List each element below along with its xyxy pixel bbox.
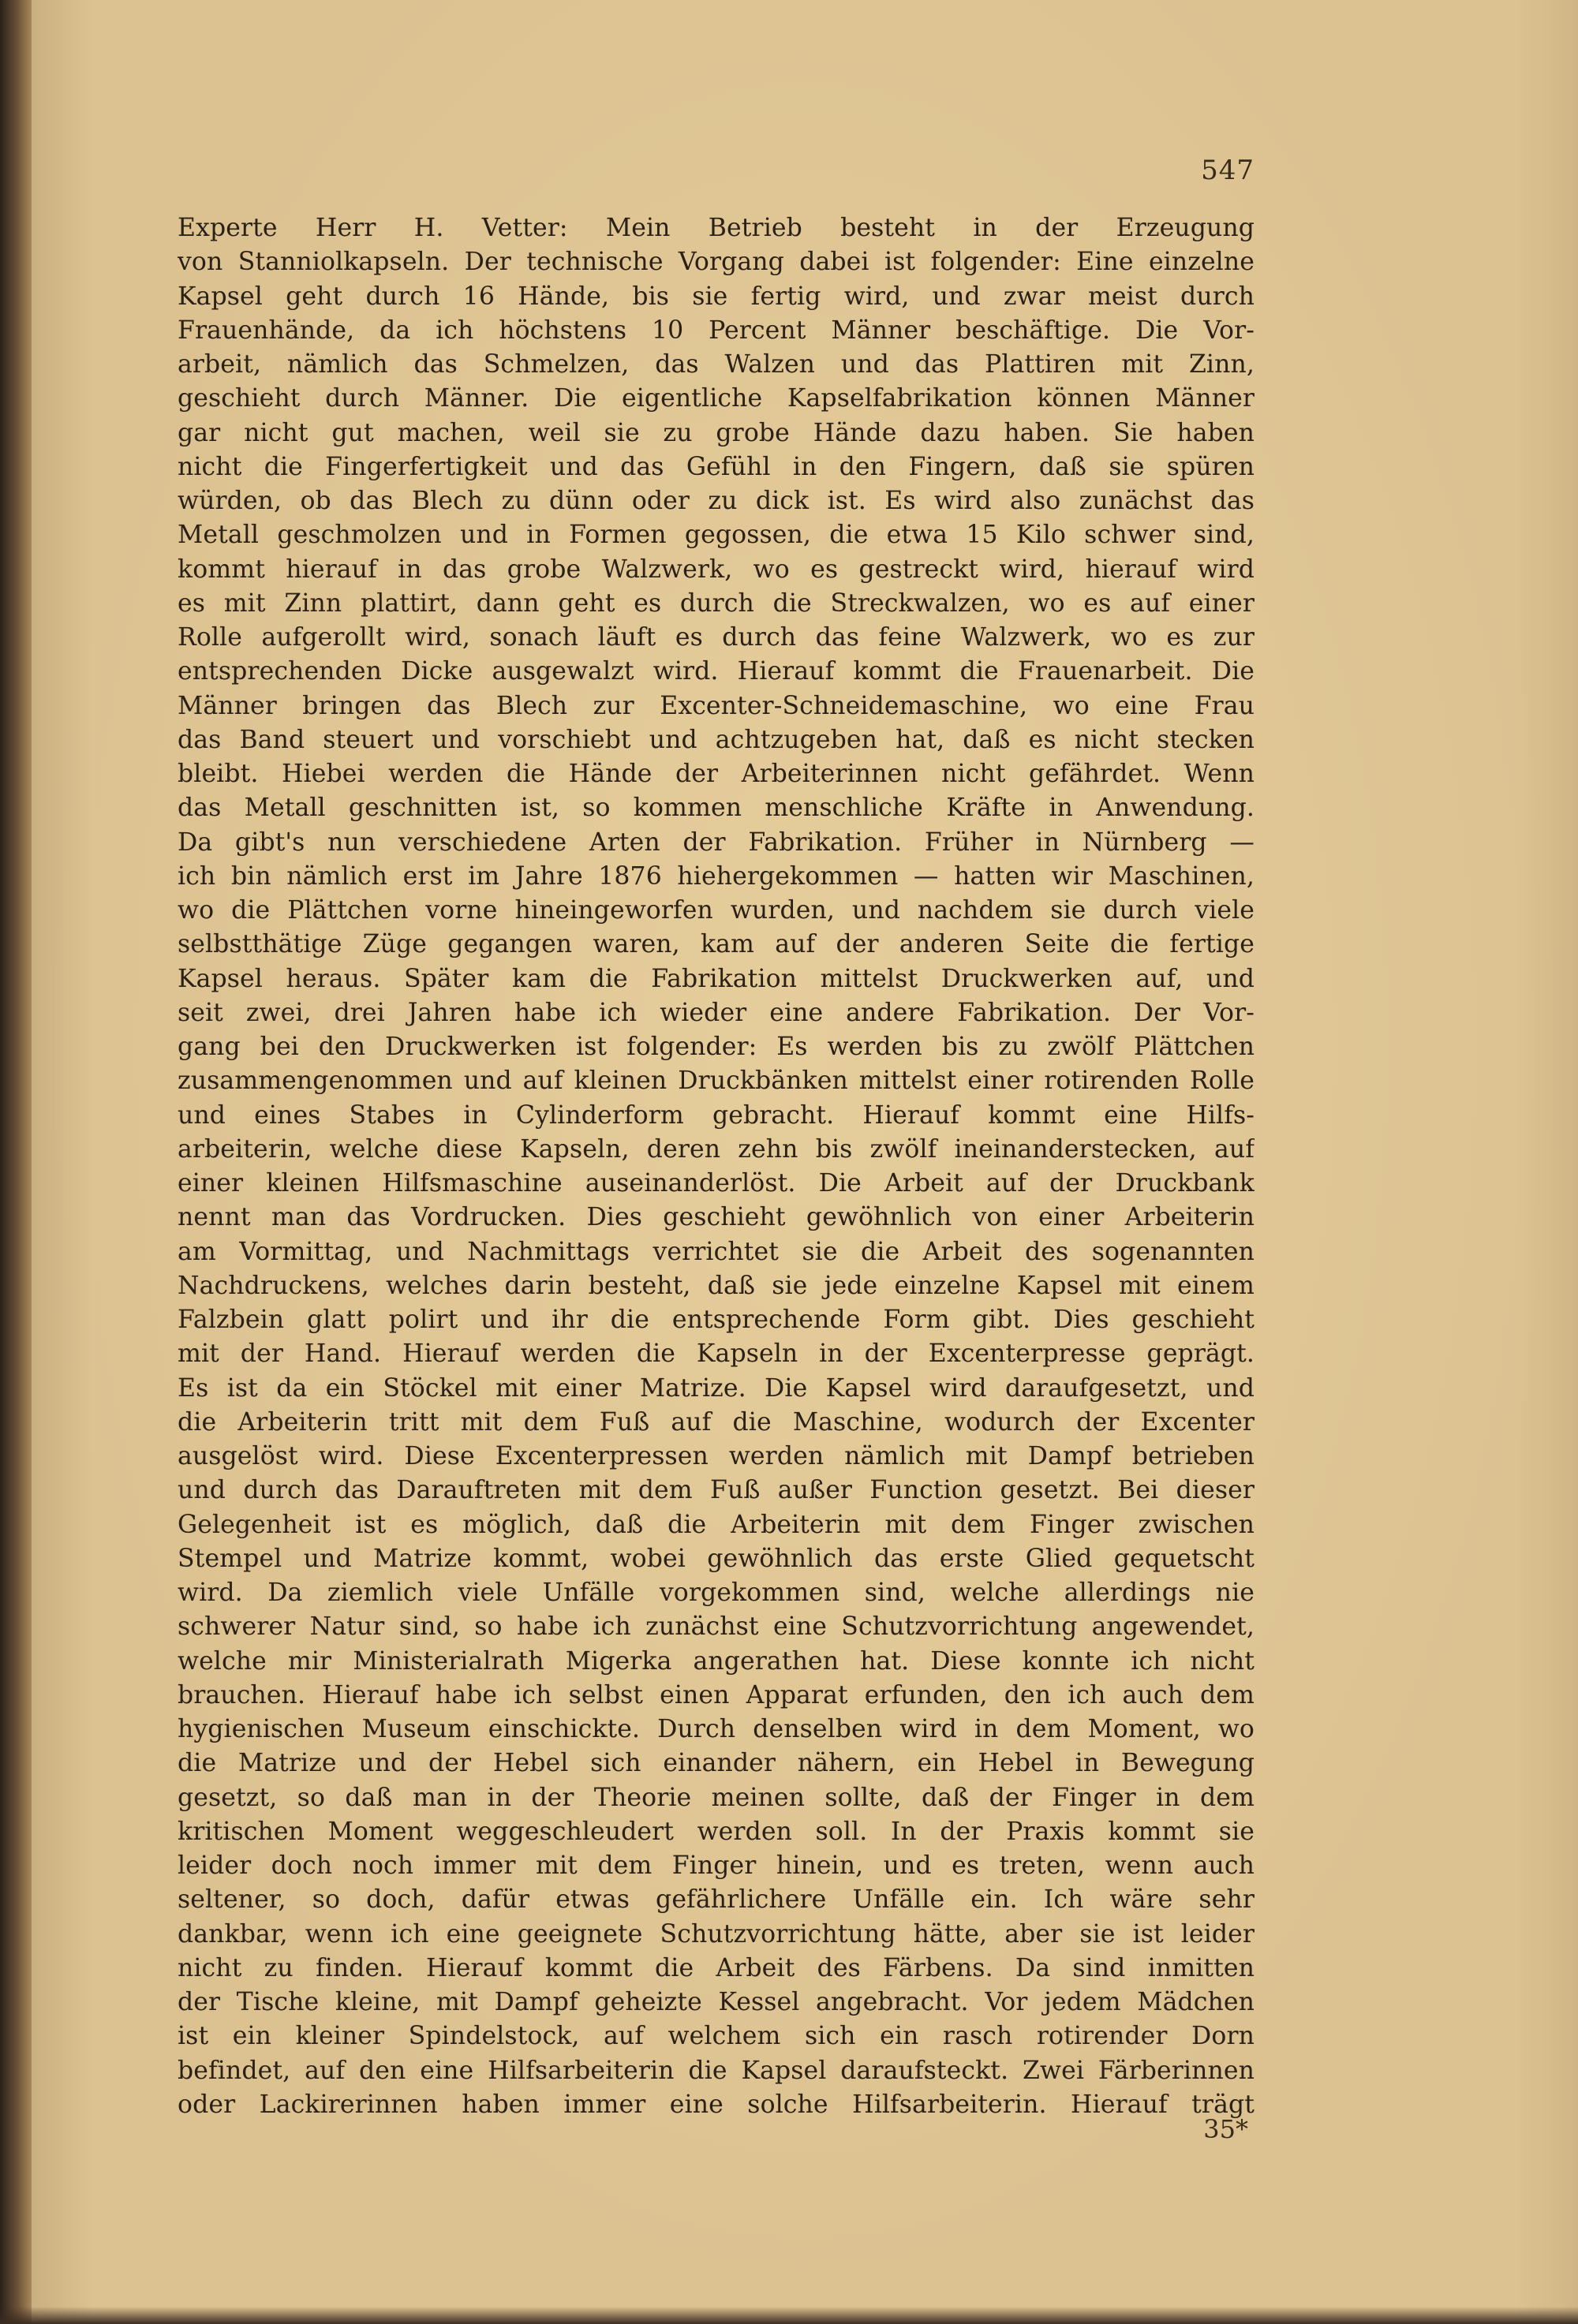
signature-mark: 35* — [1203, 2114, 1248, 2144]
text-line: mit der Hand. Hierauf werden die Kapseln in der Excenterpresse geprägt. — [178, 1339, 1255, 1369]
text-line: ausgelöst wird. Diese Excenterpressen werden nämlich mit Dampf betrieben — [178, 1442, 1255, 1470]
text-line: bleibt. Hiebei werden die Hände der Arbeiterinnen nicht gefährdet. Wenn — [178, 760, 1255, 788]
text-line: Metall geschmolzen und in Formen gegossen, die etwa 15 Kilo schwer sind, — [178, 521, 1255, 550]
text-line: Stempel und Matrize kommt, wobei gewöhnlich das erste Glied gequetscht — [178, 1544, 1255, 1573]
text-line: das Band steuert und vorschiebt und achtzugeben hat, daß es nicht stecken — [178, 725, 1255, 754]
text-line: Falzbein glatt polirt und ihr die entsprechende Form gibt. Dies geschieht — [178, 1306, 1255, 1334]
text-line: Nachdruckens, welches darin besteht, daß sie jede einzelne Kapsel mit einem — [178, 1271, 1255, 1300]
text-line: selbstthätige Züge gegangen waren, kam auf der anderen Seite die fertige — [178, 930, 1255, 959]
text-line: hygienischen Museum einschickte. Durch denselben wird in dem Moment, wo — [178, 1715, 1255, 1743]
text-line: am Vormittag, und Nachmittags verrichtet sie die Arbeit des sogenannten — [178, 1237, 1255, 1266]
text-line: Kapsel geht durch 16 Hände, bis sie fertig wird, und zwar meist durch — [178, 282, 1255, 311]
text-line: seit zwei, drei Jahren habe ich wieder eine andere Fabrikation. Der Vor- — [178, 998, 1255, 1027]
text-line: von Stanniolkapseln. Der technische Vorgang dabei ist folgender: Eine einzelne — [178, 248, 1255, 277]
text-line: kommt hierauf in das grobe Walzwerk, wo es gestreckt wird, hierauf wird — [178, 555, 1255, 584]
text-line: einer kleinen Hilfsmaschine auseinanderlöst. Die Arbeit auf der Druckbank — [178, 1169, 1255, 1197]
text-line: leider doch noch immer mit dem Finger hinein, und es treten, wenn auch — [178, 1851, 1255, 1880]
text-line: zusammengenommen und auf kleinen Druckbänken mittelst einer rotirenden Rolle — [178, 1067, 1255, 1096]
text-line: ist ein kleiner Spindelstock, auf welchem sich ein rasch rotirender Dorn — [178, 2022, 1255, 2051]
text-line: es mit Zinn plattirt, dann geht es durch die Streckwalzen, wo es auf einer — [178, 588, 1255, 618]
text-line: nicht zu finden. Hierauf kommt die Arbeit des Färbens. Da sind inmitten — [178, 1953, 1255, 1982]
text-line: die Matrize und der Hebel sich einander nähern, ein Hebel in Bewegung — [178, 1749, 1255, 1778]
text-line: schwerer Natur sind, so habe ich zunächst eine Schutzvorrichtung angewendet, — [178, 1612, 1255, 1642]
binding-gutter — [0, 0, 32, 2324]
text-line: die Arbeiterin tritt mit dem Fuß auf die Maschine, wodurch der Excenter — [178, 1407, 1255, 1437]
text-line: gar nicht gut machen, weil sie zu grobe Hände dazu haben. Sie haben — [178, 418, 1255, 447]
text-line: befindet, auf den eine Hilfsarbeiterin die Kapsel daraufsteckt. Zwei Färberinnen — [178, 2056, 1255, 2085]
text-line: Experte Herr H. Vetter: Mein Betrieb besteht in der Erzeugung — [178, 214, 1255, 242]
text-line: gang bei den Druckwerken ist folgender: Es werden bis zu zwölf Plättchen — [178, 1033, 1255, 1061]
text-line: entsprechenden Dicke ausgewalzt wird. Hierauf kommt die Frauenarbeit. Die — [178, 657, 1255, 686]
text-line: nennt man das Vordrucken. Dies geschieht gewöhnlich von einer Arbeiterin — [178, 1203, 1255, 1232]
text-line: Kapsel heraus. Später kam die Fabrikation mittelst Druckwerken auf, und — [178, 964, 1255, 993]
page-number: 547 — [1201, 155, 1255, 186]
text-line: das Metall geschnitten ist, so kommen menschliche Kräfte in Anwendung. — [178, 794, 1255, 823]
text-line: dankbar, wenn ich eine geeignete Schutzvorrichtung hätte, aber sie ist leider — [178, 1919, 1255, 1948]
text-line: Da gibt's nun verschiedene Arten der Fabrikation. Früher in Nürnberg — — [178, 828, 1255, 857]
text-line: oder Lackirerinnen haben immer eine solche Hilfsarbeiterin. Hierauf trägt — [178, 2090, 1255, 2119]
text-line: gesetzt, so daß man in der Theorie meinen sollte, daß der Finger in dem — [178, 1783, 1255, 1812]
text-line: Es ist da ein Stöckel mit einer Matrize. Die Kapsel wird daraufgesetzt, und — [178, 1373, 1255, 1403]
body-text — [178, 211, 1255, 2119]
text-line: brauchen. Hierauf habe ich selbst einen Apparat erfunden, den ich auch dem — [178, 1680, 1255, 1709]
text-line: und durch das Darauftreten mit dem Fuß außer Function gesetzt. Bei dieser — [178, 1476, 1255, 1505]
text-line: wird. Da ziemlich viele Unfälle vorgekommen sind, welche allerdings nie — [178, 1579, 1255, 1607]
text-line: der Tische kleine, mit Dampf geheizte Kessel angebracht. Vor jedem Mädchen — [178, 1988, 1255, 2016]
text-line: würden, ob das Blech zu dünn oder zu dick ist. Es wird also zunächst das — [178, 487, 1255, 515]
text-line: ich bin nämlich erst im Jahre 1876 hiehergekommen — hatten wir Maschinen, — [178, 861, 1255, 891]
page-bottom-edge — [0, 2307, 1578, 2324]
text-line: welche mir Ministerialrath Migerka angerathen hat. Diese konnte ich nicht — [178, 1646, 1255, 1676]
text-line: und eines Stabes in Cylinderform gebracht. Hierauf kommt eine Hilfs- — [178, 1100, 1255, 1130]
text-line: seltener, so doch, dafür etwas gefährlichere Unfälle ein. Ich wäre sehr — [178, 1885, 1255, 1915]
text-line: geschieht durch Männer. Die eigentliche Kapselfabrikation können Männer — [178, 384, 1255, 413]
text-line: Männer bringen das Blech zur Excenter-Schneidemaschine, wo eine Frau — [178, 691, 1255, 720]
text-line: arbeiterin, welche diese Kapseln, deren zehn bis zwölf ineinanderstecken, auf — [178, 1134, 1255, 1164]
text-line: kritischen Moment weggeschleudert werden soll. In der Praxis kommt sie — [178, 1817, 1255, 1846]
text-line: arbeit, nämlich das Schmelzen, das Walzen und das Plattiren mit Zinn, — [178, 350, 1255, 379]
text-line: wo die Plättchen vorne hineingeworfen wurden, und nachdem sie durch viele — [178, 896, 1255, 925]
text-line: Rolle aufgerollt wird, sonach läuft es durch das feine Walzwerk, wo es zur — [178, 623, 1255, 652]
text-line: nicht die Fingerfertigkeit und das Gefühl in den Fingern, daß sie spüren — [178, 452, 1255, 481]
text-line: Gelegenheit ist es möglich, daß die Arbeiterin mit dem Finger zwischen — [178, 1510, 1255, 1539]
text-line: Frauenhände, da ich höchstens 10 Percent Männer beschäftige. Die Vor- — [178, 316, 1255, 345]
